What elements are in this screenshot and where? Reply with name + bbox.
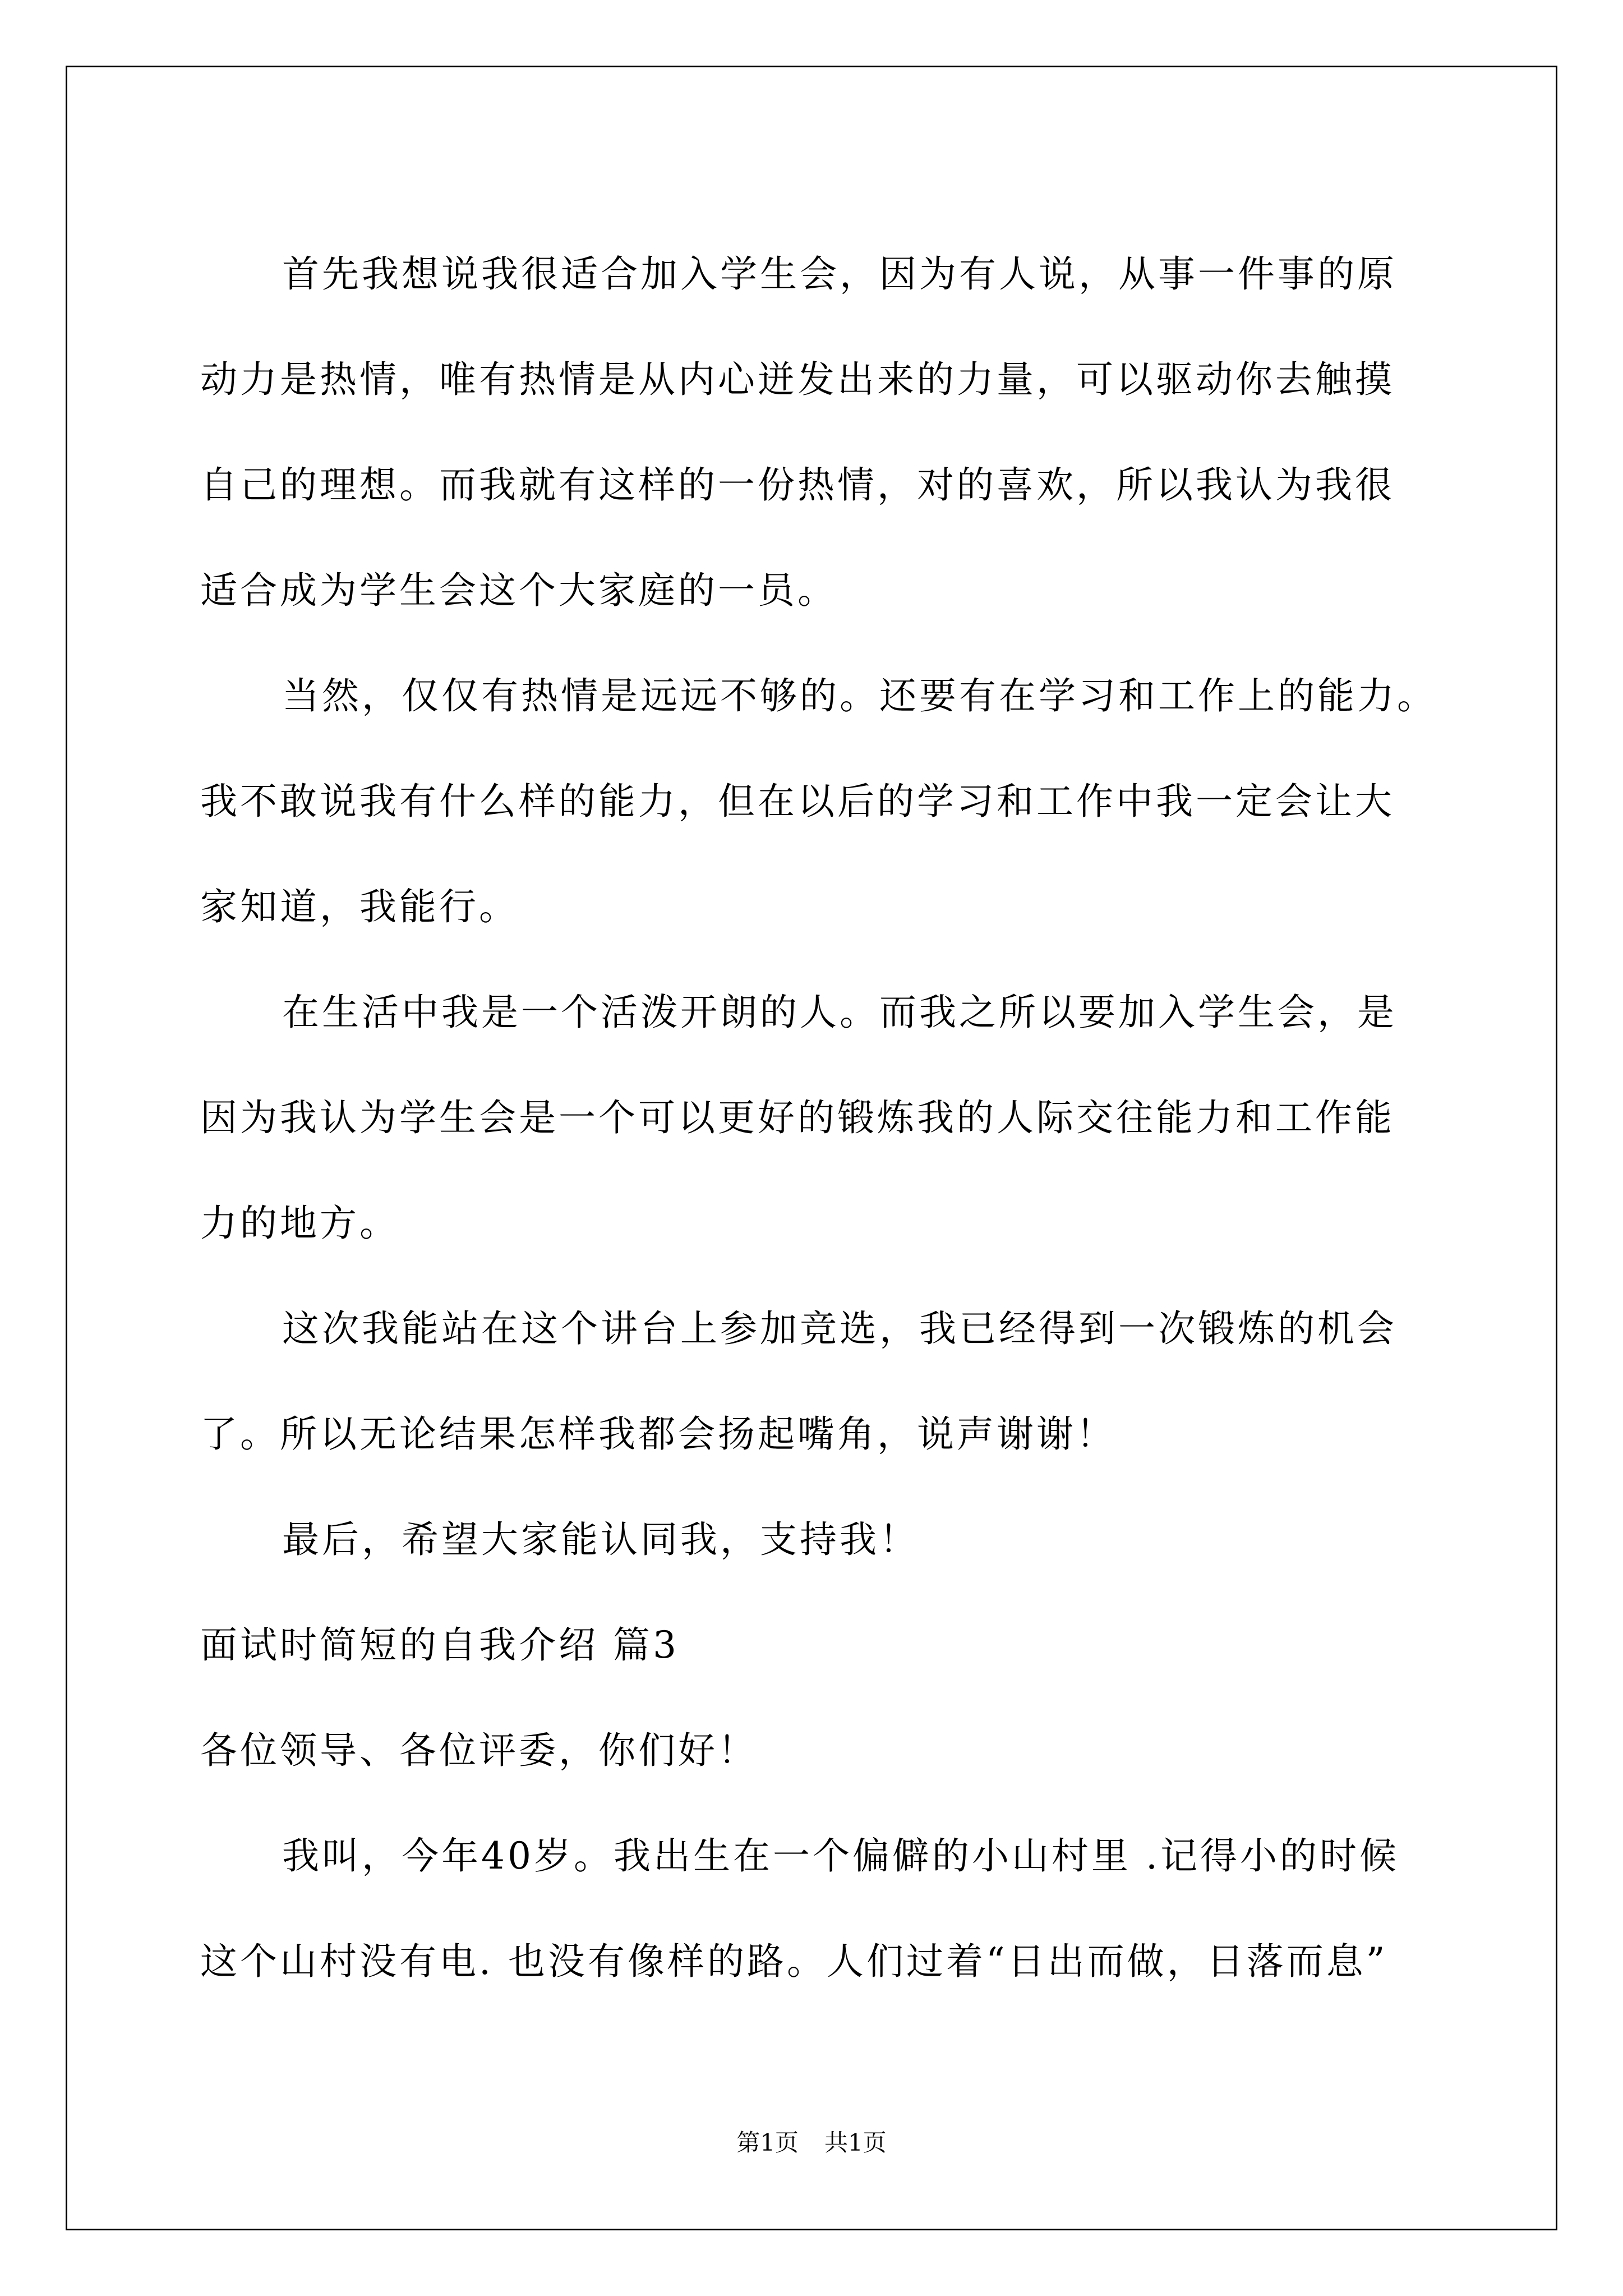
text-line: 我叫，今年40岁。我出生在一个偏僻的小山村里 .记得小的时候: [282, 1834, 1399, 1878]
text-line: 家知道，我能行。: [200, 885, 519, 928]
paragraph: [200, 960, 1434, 1276]
section-heading: [200, 1593, 1434, 1698]
text-line: 这次我能站在这个讲台上参加竞选，我已经得到一次锻炼的机会: [282, 1307, 1397, 1350]
text-line: 首先我想说我很适合加入学生会，因为有人说，从事一件事的原: [282, 252, 1397, 296]
text-line: 在生活中我是一个活泼开朗的人。而我之所以要加入学生会，是: [282, 991, 1397, 1034]
text-line: 因为我认为学生会是一个可以更好的锻炼我的人际交往能力和工作能: [200, 1096, 1395, 1139]
paragraph: [200, 1803, 1434, 2014]
paragraph: [200, 222, 1434, 643]
text-line: 这个山村没有电. 也没有像样的路。人们过着“日出而做，日落而息”: [200, 1940, 1388, 1983]
text-line: 当然，仅仅有热情是远远不够的。还要有在学习和工作上的能力。: [282, 674, 1437, 717]
paragraph: [200, 643, 1437, 960]
text-line: 动力是热情，唯有热情是从内心迸发出来的力量，可以驱动你去触摸: [200, 358, 1395, 401]
greeting: [200, 1698, 1434, 1803]
text-line: 最后，希望大家能认同我，支持我！: [282, 1518, 919, 1561]
page-total: 共1页: [824, 2129, 887, 2156]
document-body: [200, 222, 1437, 2014]
page-number: 第1页: [736, 2129, 799, 2156]
heading-text: 面试时简短的自我介绍 篇3: [200, 1623, 679, 1667]
text-line: 我不敢说我有什么样的能力，但在以后的学习和工作中我一定会让大: [200, 780, 1395, 823]
paragraph: [200, 1487, 1434, 1593]
paragraph: [200, 1276, 1434, 1487]
text-line: 了。所以无论结果怎样我都会扬起嘴角，说声谢谢！: [200, 1412, 1116, 1456]
text-line: 自己的理想。而我就有这样的一份热情，对的喜欢，所以我认为我很: [200, 463, 1395, 507]
text-line: 力的地方。: [200, 1202, 399, 1245]
text-line: 适合成为学生会这个大家庭的一员。: [200, 569, 837, 612]
page-footer: [0, 2126, 1623, 2160]
text-line: 各位领导、各位评委，你们好！: [200, 1729, 758, 1772]
